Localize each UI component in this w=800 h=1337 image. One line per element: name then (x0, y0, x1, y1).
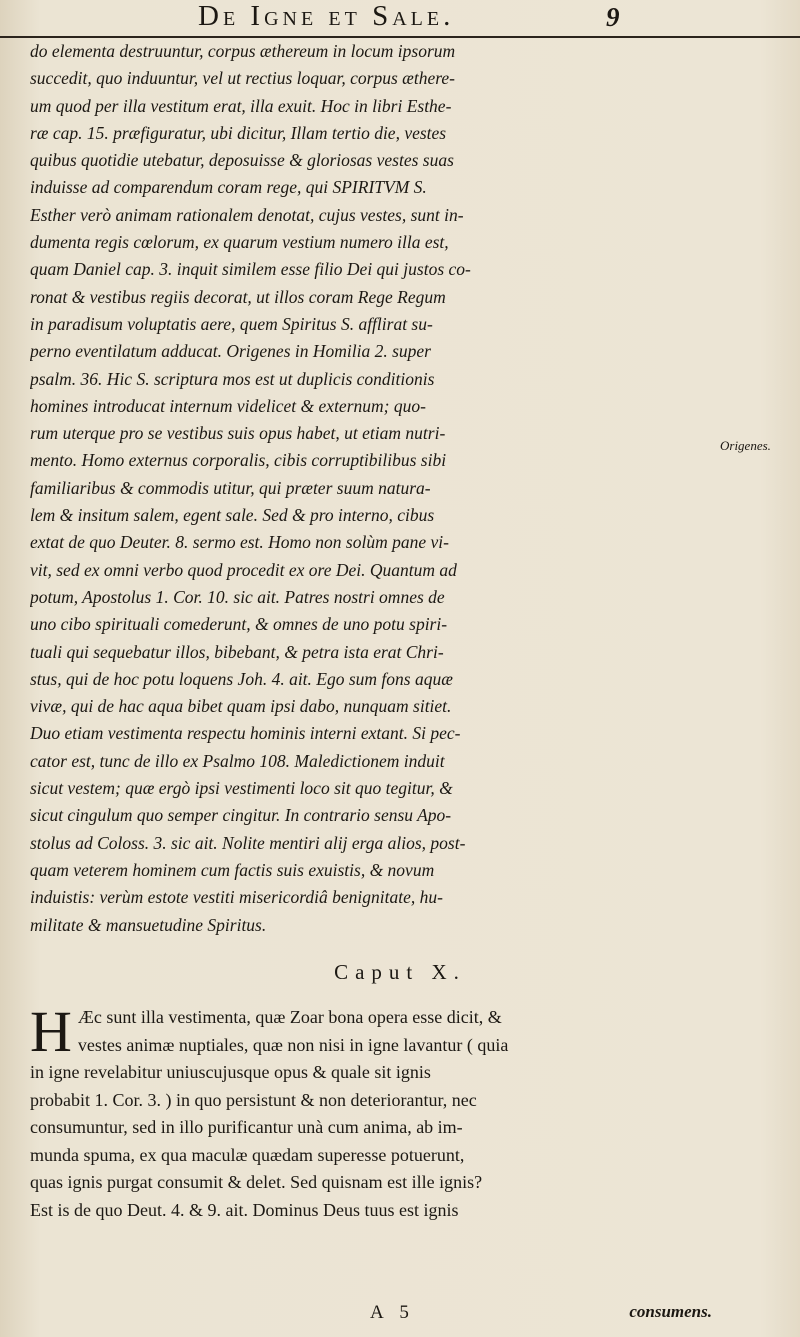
text-line: quam veterem hominem cum factis suis exuistis, & novum (30, 859, 435, 880)
text-line: sicut vestem; quæ ergò ipsi vestimenti loco sit quo tegitur, & (30, 778, 453, 799)
page-footer (30, 1302, 720, 1332)
text-line: vivæ, qui de hac aqua bibet quam ipsi dabo, nunquam sitiet. (30, 696, 452, 717)
text-line: stolus ad Coloss. 3. sic ait. Nolite mentiri alij erga alios, post- (30, 832, 466, 853)
text-line: militate & mansuetudine Spiritus. (30, 914, 267, 935)
page-number: 9 (606, 2, 620, 32)
text-line: stus, qui de hoc potu loquens Joh. 4. ait. Ego sum fons aquæ (30, 668, 453, 689)
text-line: do elementa destruuntur, corpus æthereum in locum ipsorum (30, 41, 456, 61)
text-line: munda spuma, ex qua maculæ quædam superesse potuerunt, (30, 1144, 465, 1165)
text-line: uno cibo spirituali comederunt, & omnes de uno potu spiri- (30, 614, 448, 635)
text-line: Æc sunt illa vestimenta, quæ Zoar bona opera esse dicit, & (77, 1007, 502, 1027)
catchword: consumens. (629, 1302, 712, 1321)
text-line: potum, Apostolus 1. Cor. 10. sic ait. Patres nostri omnes de (30, 586, 445, 607)
text-line: in igne revelabitur uniuscujusque opus & quale sit ignis (30, 1062, 431, 1082)
chapter-text-block (30, 999, 720, 1224)
text-line: sicut cingulum quo semper cingitur. In contrario sensu Apo- (30, 805, 452, 826)
text-line: homines introducat internum videlicet & externum; quo- (30, 395, 426, 416)
text-line: tuali qui sequebatur illos, bibebant, & petra ista erat Chri- (30, 641, 444, 662)
text-line: quam Daniel cap. 3. inquit similem esse filio Dei qui justos co- (30, 259, 471, 280)
drop-cap: H (30, 999, 72, 1064)
text-line: quas ignis purgat consumit & delet. Sed quisnam est ille ignis? (30, 1172, 483, 1192)
text-line: consumuntur, sed in illo purificantur unà cum anima, ab im- (30, 1117, 463, 1137)
text-line: induisse ad comparendum coram rege, qui SPIRITVM S. (30, 177, 427, 198)
text-line: ræ cap. 15. præfiguratur, ubi dicitur, Illam tertio die, vestes (30, 122, 447, 143)
text-line: in paradisum voluptatis aere, quem Spiritus S. afflirat su- (30, 313, 433, 334)
text-line: lem & insitum salem, egent sale. Sed & pro interno, cibus (30, 505, 435, 526)
text-line: succedit, quo induuntur, vel ut rectius loquar, corpus æthere- (30, 68, 455, 89)
text-line: psalm. 36. Hic S. scriptura mos est ut duplicis conditionis (30, 368, 435, 389)
text-line: probabit 1. Cor. 3. ) in quo persistunt & non deteriorantur, nec (30, 1089, 477, 1110)
text-line: extat de quo Deuter. 8. sermo est. Homo non solùm pane vi- (30, 532, 449, 553)
chapter-heading: Caput X. (334, 960, 466, 984)
text-line: quibus quotidie utebatur, deposuisse & gloriosas vestes suas (30, 150, 454, 171)
text-line: dumenta regis cœlorum, ex quarum vestium numero illa est, (30, 232, 449, 253)
text-line: Est is de quo Deut. 4. & 9. ait. Dominus Deus tuus est ignis (30, 1199, 459, 1220)
margin-note: Origenes. (720, 438, 771, 453)
running-title: De Igne et Sale. (198, 0, 455, 32)
running-head (0, 0, 800, 38)
text-line: mento. Homo externus corporalis, cibis corruptibilibus sibi (30, 450, 447, 471)
text-line: perno eventilatum adducat. Origenes in Homilia 2. super (30, 341, 431, 362)
text-line: induistis: verùm estote vestiti misericordiâ benignitate, hu- (30, 887, 443, 908)
text-line: rum uterque pro se vestibus suis opus habet, ut etiam nutri- (30, 423, 446, 444)
signature-mark: A 5 (370, 1302, 415, 1323)
text-line: ronat & vestibus regiis decorat, ut illos coram Rege Regum (30, 286, 446, 307)
main-text-block (30, 38, 720, 939)
text-line: Duo etiam vestimenta respectu hominis interni extant. Si pec- (30, 723, 461, 744)
text-line: cator est, tunc de illo ex Psalmo 108. Maledictionem induit (30, 750, 445, 771)
text-line: vit, sed ex omni verbo quod procedit ex ore Dei. Quantum ad (30, 559, 457, 580)
text-line: Esther verò animam rationalem denotat, cujus vestes, sunt in- (30, 204, 464, 225)
text-line: familiaribus & commodis utitur, qui præter suum natura- (30, 477, 431, 498)
text-line: vestes animæ nuptiales, quæ non nisi in igne lavantur ( quia (77, 1034, 509, 1055)
text-line: um quod per illa vestitum erat, illa exuit. Hoc in libri Esthe- (30, 95, 452, 116)
